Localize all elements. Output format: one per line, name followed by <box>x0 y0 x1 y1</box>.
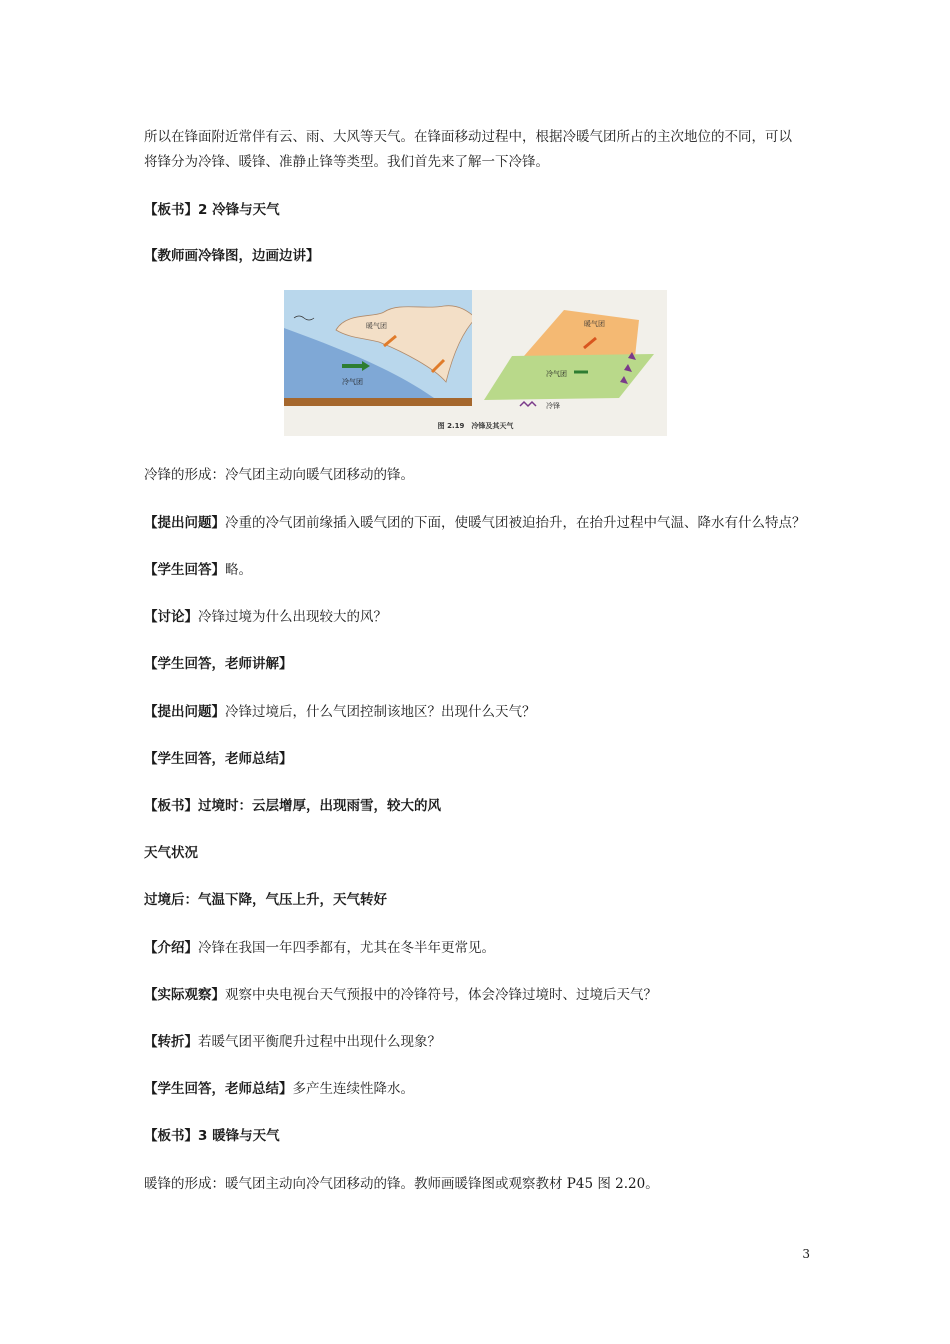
front-legend-label: 冷锋 <box>546 402 560 410</box>
tag-question-2: 【提出问题】 <box>144 704 225 720</box>
tag-answer-summary: 【学生回答，老师总结】 <box>144 1081 293 1097</box>
text-student-answer: 略。 <box>225 562 252 578</box>
paragraph-student-answer <box>144 558 816 583</box>
text-discussion: 冷锋过境为什么出现较大的风？ <box>198 609 387 625</box>
paragraph-question-after <box>144 700 816 725</box>
weather-conditions-label: 天气状况 <box>144 845 198 861</box>
tag-discussion: 【讨论】 <box>144 609 198 625</box>
paragraph-introduction <box>144 936 816 961</box>
paragraph-warm-front-formation: 暖锋的形成：暖气团主动向冷气团移动的锋。教师画暖锋图或观察教材 P45 图 2.20。 <box>144 1176 659 1192</box>
cold-front-diagram <box>284 290 667 436</box>
board-during-passage: 【板书】过境时：云层增厚，出现雨雪，较大的风 <box>144 798 441 814</box>
right-cold-label: 冷气团 <box>546 370 567 378</box>
ground-left <box>284 398 472 406</box>
tag-transition: 【转折】 <box>144 1034 198 1050</box>
left-warm-label: 暖气团 <box>366 322 387 330</box>
left-cold-label: 冷气团 <box>342 378 363 386</box>
tag-student-answer: 【学生回答】 <box>144 562 225 578</box>
text-introduction: 冷锋在我国一年四季都有，尤其在冬半年更常见。 <box>198 940 495 956</box>
text-transition: 若暖气团平衡爬升过程中出现什么现象？ <box>198 1034 441 1050</box>
paragraph-cold-front-formation: 冷锋的形成：冷气团主动向暖气团移动的锋。 <box>144 467 414 483</box>
paragraph-intro-line1: 所以在锋面附近常伴有云、雨、大风等天气。在锋面移动过程中，根据冷暖气团所占的主次地位的不同，可以 <box>144 129 792 145</box>
figure-caption: 图 2.19 冷锋及其天气 <box>437 422 514 430</box>
paragraph-observation <box>144 983 816 1008</box>
paragraph-answer-summary: 【学生回答，老师总结】 <box>144 751 293 767</box>
text-question: 冷重的冷气团前缘插入暖气团的下面，使暖气团被迫抬升，在抬升过程中气温、降水有什么特点？ <box>225 515 806 531</box>
paragraph-question-lifting <box>144 511 816 536</box>
text-answer-rain: 多产生连续性降水。 <box>292 1081 414 1097</box>
cold-front-figure <box>284 290 667 436</box>
text-observation: 观察中央电视台天气预报中的冷锋符号，体会冷锋过境时、过境后天气？ <box>225 987 657 1003</box>
paragraph-answer-explain: 【学生回答，老师讲解】 <box>144 656 293 672</box>
text-question-2: 冷锋过境后，什么气团控制该地区？出现什么天气？ <box>225 704 536 720</box>
tag-observation: 【实际观察】 <box>144 987 225 1003</box>
paragraph-transition <box>144 1030 816 1055</box>
tag-introduction: 【介绍】 <box>144 940 198 956</box>
board-heading-warm-front: 【板书】3 暖锋与天气 <box>144 1128 280 1144</box>
board-after-passage: 过境后：气温下降，气压上升，天气转好 <box>144 892 387 908</box>
tag-question: 【提出问题】 <box>144 515 225 531</box>
board-heading-cold-front: 【板书】2 冷锋与天气 <box>144 202 280 218</box>
paragraph-intro-line2: 将锋分为冷锋、暖锋、准静止锋等类型。我们首先来了解一下冷锋。 <box>144 154 549 170</box>
teacher-draw-instruction: 【教师画冷锋图，边画边讲】 <box>144 248 320 264</box>
right-warm-label: 暖气团 <box>584 320 605 328</box>
paragraph-answer-rain <box>144 1077 816 1102</box>
paragraph-discussion <box>144 605 816 630</box>
page-number: 3 <box>802 1247 810 1261</box>
